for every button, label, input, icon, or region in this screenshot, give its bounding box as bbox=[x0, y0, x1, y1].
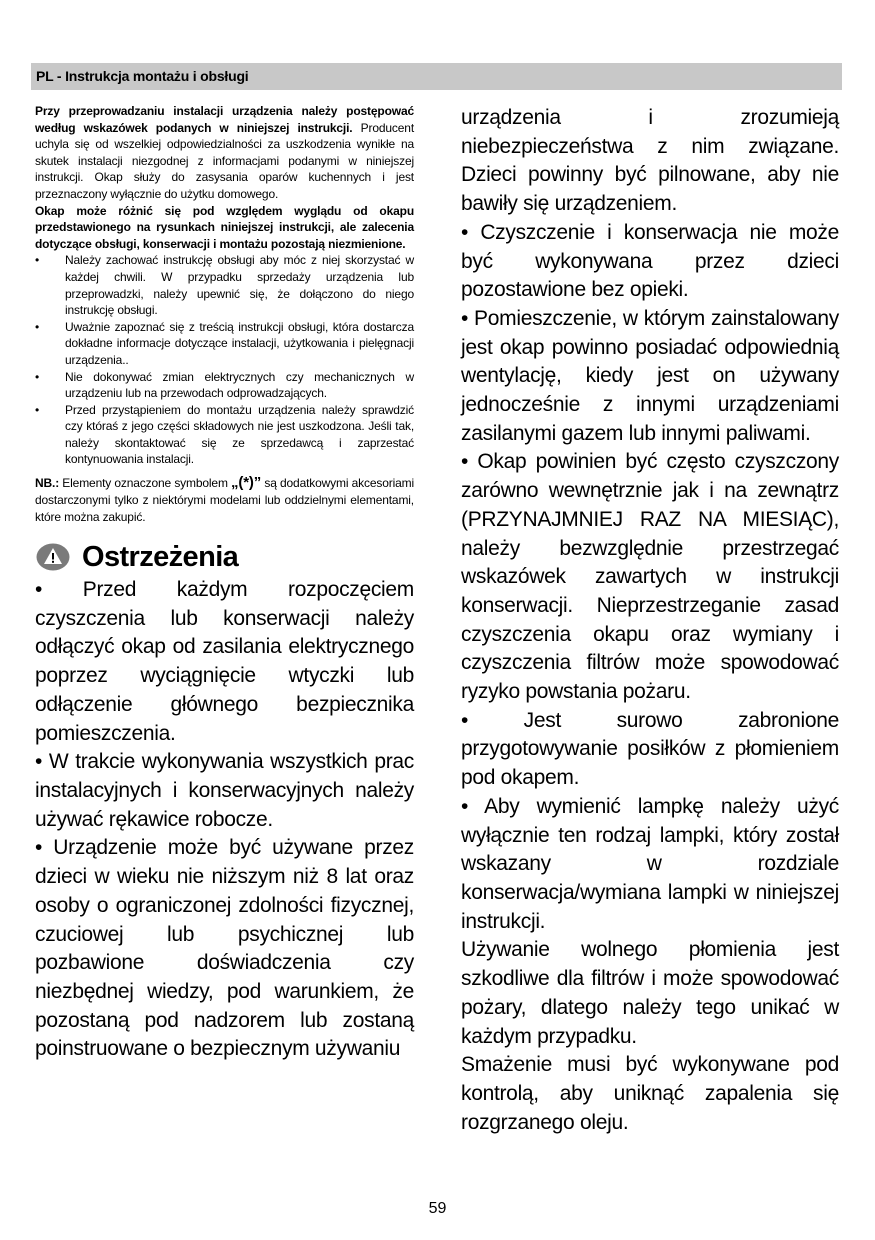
section-header-title: PL - Instrukcja montażu i obsługi bbox=[36, 68, 249, 84]
intro-paragraph-1 bbox=[35, 103, 414, 203]
warning-item: • Aby wymienić lampkę należy użyć wyłącznie ten rodzaj lampki, który został wskazany w rozdziale konserwacja/wymiana lampki w niniejszej instrukcji. bbox=[461, 794, 839, 933]
optional-symbol: „(*)” bbox=[231, 474, 262, 492]
warning-item: • Urządzenie może być używane przez dzieci w wieku nie niższym niż 8 lat oraz osoby o ograniczonej zdolności fizycznej, czuciowej lub psychicznej lub pozbawione doświadczenia czy niezbędnej wiedzy, pod warunkiem, że pozostaną pod nadzorem lub zostaną poinstruowane o bezpiecznym używaniu bbox=[35, 836, 414, 1061]
nb-label: NB.: bbox=[35, 476, 60, 491]
intro-rest-1: Producent uchyla się od wszelkiej odpowiedzialności za uszkodzenia wynikłe na skutek instalacji niezgodnej z informacjami podanymi w niniejszej instrukcji. Okap służy do zasysania oparów kuchennych i jest przeznaczony wyłącznie do użytku domowego. bbox=[35, 120, 415, 201]
warning-heading bbox=[35, 540, 414, 574]
warning-triangle-icon bbox=[36, 543, 70, 571]
bullet-icon: • bbox=[35, 402, 40, 417]
list-item: • Przed przystąpieniem do montażu urządzenia należy sprawdzić czy któraś z jego części składowych nie jest uszkodzona. Jeśli tak, należy skontaktować się ze sprzedawcą i zaprzestać kontynuowania instalacji. bbox=[35, 402, 414, 467]
bullet-icon: • bbox=[35, 369, 40, 384]
warning-item: urządzenia i zrozumieją niebezpieczeństwa z nim związane. Dzieci powinny być pilnowane, aby nie bawiły się urządzeniem. bbox=[461, 106, 839, 216]
nb-note: NB.: Elementy oznaczone symbolem „(*)” są dodatkowymi akcesoriami dostarczonymi tylko z niektórymi modelami lub oddzielnymi elementami, które można zakupić. bbox=[35, 474, 414, 525]
warning-item: Smażenie musi być wykonywane pod kontrolą, aby uniknąć zapalenia się rozgrzanego oleju. bbox=[461, 1053, 839, 1134]
warning-title: Ostrzeżenia bbox=[82, 540, 239, 573]
intro-bold-1: Przy przeprowadzaniu instalacji urządzenia należy postępować według wskazówek podanych w niniejszej instrukcji. bbox=[35, 104, 414, 135]
warning-item: • W trakcie wykonywania wszystkich prac instalacyjnych i konserwacyjnych należy używać rękawice robocze. bbox=[35, 750, 414, 831]
warning-list-left bbox=[35, 576, 414, 1064]
page-number: 59 bbox=[428, 1200, 447, 1217]
warning-item: • Czyszczenie i konserwacja nie może być wykonywana przez dzieci pozostawione bez opieki. bbox=[461, 220, 839, 302]
warning-item: • Pomieszczenie, w którym zainstalowany jest okap powinno posiadać odpowiednią wentylację, kiedy jest on używany jednocześnie z innymi urządzeniami zasilanymi gazem lub innymi paliwami. bbox=[461, 306, 839, 445]
instruction-list bbox=[35, 252, 414, 468]
warning-item: Używanie wolnego płomienia jest szkodliwe dla filtrów i może spowodować pożary, dlatego należy tego unikać w każdym przypadku. bbox=[461, 938, 839, 1048]
left-column bbox=[35, 103, 414, 1064]
warning-item: • Jest surowo zabronione przygotowywanie posiłków z płomieniem pod okapem. bbox=[461, 708, 839, 790]
warning-item: • Okap powinien być często czyszczony zarówno wewnętrznie jak i na zewnątrz (PRZYNAJMNIEJ RAZ NA MIESIĄC), należy bezwzględnie przestrzegać wskazówek zawartych w instrukcji konserwacji. Nieprzestrzeganie zasad czyszczenia okapu oraz wymiany i czyszczenia filtrów może spowodować ryzyko powstania pożaru. bbox=[461, 450, 839, 704]
warning-item: • Przed każdym rozpoczęciem czyszczenia lub konserwacji należy odłączyć okap od zasilania elektrycznego poprzez wyciągnięcie wtyczki lub odłączenie głównego bezpiecznika pomieszczenia. bbox=[35, 578, 414, 745]
intro-text bbox=[35, 103, 414, 252]
list-item: • Należy zachować instrukcję obsługi aby móc z niej skorzystać w każdej chwili. W przypadku sprzedaży urządzenia lub przeprowadzki, należy upewnić się, że dołączono do niego instrukcję obsługi. bbox=[35, 253, 414, 318]
bullet-icon: • bbox=[35, 319, 40, 334]
section-header bbox=[31, 63, 842, 90]
list-item: • Uważnie zapoznać się z treścią instrukcji obsługi, która dostarcza dokładne informacje dotyczące instalacji, użytkowania i pielęgnacji urządzenia.. bbox=[35, 319, 414, 367]
intro-paragraph-2: Okap może różnić się pod względem wyglądu od okapu przedstawionego na rysunkach niniejszej instrukcji, ale zalecenia dotyczące obsługi, konserwacji i montażu pozostają niezmienione. bbox=[35, 203, 414, 251]
right-column bbox=[461, 104, 839, 1137]
list-item: • Nie dokonywać zmian elektrycznych czy mechanicznych w urządzeniu lub na przewodach odprowadzających. bbox=[35, 369, 414, 401]
bullet-icon: • bbox=[35, 253, 40, 268]
